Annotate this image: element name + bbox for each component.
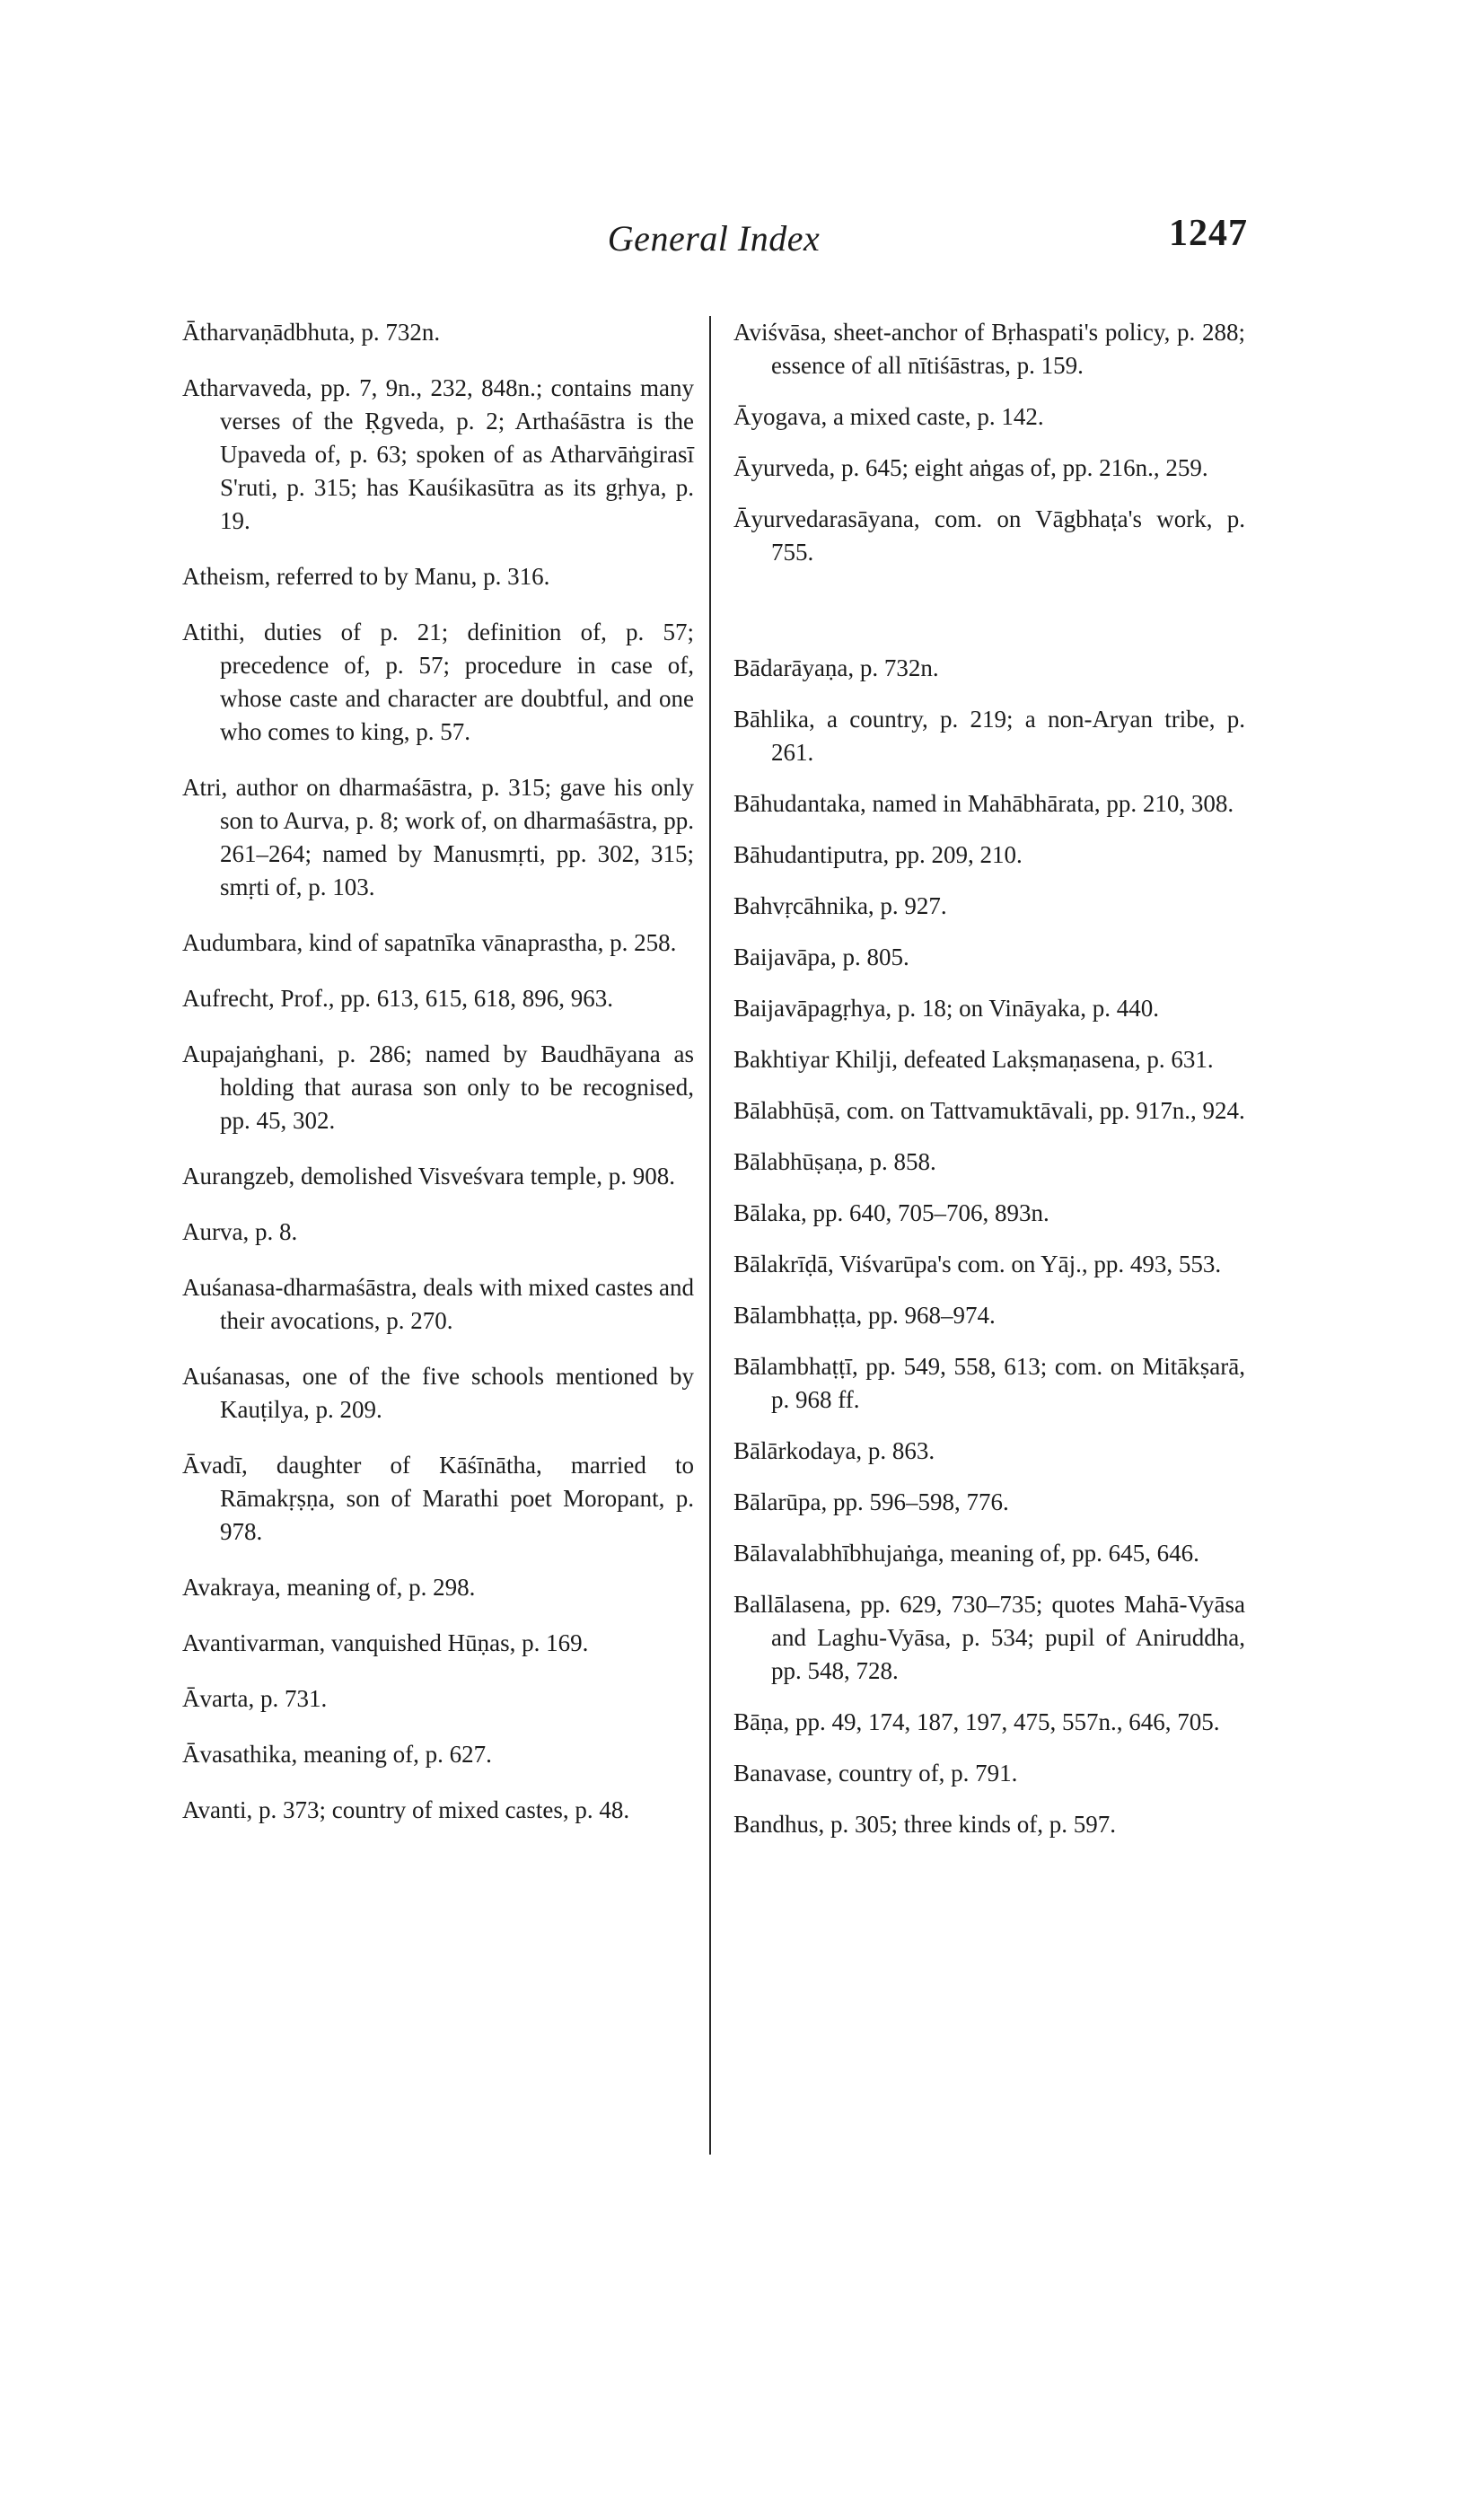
index-entry: Bālabhūṣā, com. on Tattvamuktāvali, pp. 917n., 924. [733,1097,1245,1124]
index-entry: Bāhudantaka, named in Mahābhārata, pp. 210, 308. [733,790,1234,817]
index-entry: Bakhtiyar Khilji, defeated Lakṣmaṇasena, p. 631. [733,1046,1214,1073]
index-entry: Bāṇa, pp. 49, 174, 187, 197, 475, 557n., 646, 705. [733,1708,1220,1735]
index-entry: Āyurveda, p. 645; eight aṅgas of, pp. 216n., 259. [733,454,1208,481]
index-entry: Atharvaveda, pp. 7, 9n., 232, 848n.; contains many verses of the Ṛgveda, p. 2; Arthaśāstra is the Upaveda of, p. 63; spoken of as Atharvāṅgirasī S'ruti, p. 315; has Kauśikasūtra as its gṛhya, p. 19. [182,374,694,534]
index-entry: Avakraya, meaning of, p. 298. [182,1574,476,1601]
index-entry: Bandhus, p. 305; three kinds of, p. 597. [733,1811,1116,1838]
index-entry: Aupajaṅghani, p. 286; named by Baudhāyana as holding that aurasa son only to be recognised, pp. 45, 302. [182,1040,694,1134]
index-entry: Audumbara, kind of sapatnīka vānaprastha, p. 258. [182,929,677,956]
index-entry: Auśanasa-dharmaśāstra, deals with mixed castes and their avocations, p. 270. [182,1274,694,1334]
index-entry: Atri, author on dharmaśāstra, p. 315; gave his only son to Aurva, p. 8; work of, on dharmaśāstra, pp. 261–264; named by Manusmṛti, pp. 302, 315; smṛti of, p. 103. [182,774,694,900]
index-entry: Āvadī, daughter of Kāśīnātha, married to Rāmakṛṣṇa, son of Marathi poet Moropant, p. 978. [182,1452,694,1545]
running-head-title: General Index [607,218,821,259]
index-entry: Avantivarman, vanquished Hūṇas, p. 169. [182,1629,589,1656]
running-head [180,212,1248,266]
index-entry: Aurangzeb, demolished Visveśvara temple, p. 908. [182,1163,675,1190]
index-entry: Atheism, referred to by Manu, p. 316. [182,563,550,590]
index-entry: Bālambhaṭṭa, pp. 968–974. [733,1302,996,1329]
index-entry: Aurva, p. 8. [182,1218,298,1245]
index-entry: Auśanasas, one of the five schools mentioned by Kauṭilya, p. 209. [182,1363,694,1423]
index-entry: Avanti, p. 373; country of mixed castes, p. 48. [182,1796,630,1823]
index-entry: Bālakrīḍā, Viśvarūpa's com. on Yāj., pp. 493, 553. [733,1251,1222,1277]
index-entry: Aviśvāsa, sheet-anchor of Bṛhaspati's policy, p. 288; essence of all nītiśāstras, p. 159. [733,319,1245,379]
column-divider [709,316,711,2155]
left-column [182,316,694,1849]
index-entry: Bāhudantiputra, pp. 209, 210. [733,841,1023,868]
index-entry: Āyogava, a mixed caste, p. 142. [733,403,1044,430]
index-entry: Baijavāpagṛhya, p. 18; on Vināyaka, p. 440. [733,995,1160,1022]
index-entry: Āyurvedarasāyana, com. on Vāgbhaṭa's work, p. 755. [733,505,1245,566]
index-entry: Bādarāyaṇa, p. 732n. [733,654,939,681]
index-entry: Baijavāpa, p. 805. [733,944,909,970]
index-entry: Ballālasena, pp. 629, 730–735; quotes Mahā-Vyāsa and Laghu-Vyāsa, p. 534; pupil of Aniruddha, pp. 548, 728. [733,1591,1245,1684]
index-entry: Bālavalabhībhujaṅga, meaning of, pp. 645, 646. [733,1540,1199,1567]
index-entry: Bālaka, pp. 640, 705–706, 893n. [733,1199,1049,1226]
index-entry: Aufrecht, Prof., pp. 613, 615, 618, 896, 963. [182,985,613,1012]
index-entry: Bālambhaṭṭī, pp. 549, 558, 613; com. on Mitākṣarā, p. 968 ff. [733,1353,1245,1413]
index-entry: Atithi, duties of p. 21; definition of, p. 57; precedence of, p. 57; procedure in case of, whose caste and character are doubtful, and one who comes to king, p. 57. [182,619,694,745]
index-entry: Bāhlika, a country, p. 219; a non-Aryan tribe, p. 261. [733,706,1245,766]
right-column [733,316,1245,1859]
index-entry: Banavase, country of, p. 791. [733,1760,1018,1787]
index-entry: Bahvṛcāhnika, p. 927. [733,892,947,919]
index-entry: Bālabhūṣaṇa, p. 858. [733,1148,936,1175]
page-number: 1247 [1169,213,1248,254]
index-entry: Bālarūpa, pp. 596–598, 776. [733,1488,1009,1515]
index-entry: Āvasathika, meaning of, p. 627. [182,1741,492,1768]
index-entry: Bālārkodaya, p. 863. [733,1437,935,1464]
index-entry: Ātharvaṇādbhuta, p. 732n. [182,319,441,346]
index-entry: Āvarta, p. 731. [182,1685,328,1712]
